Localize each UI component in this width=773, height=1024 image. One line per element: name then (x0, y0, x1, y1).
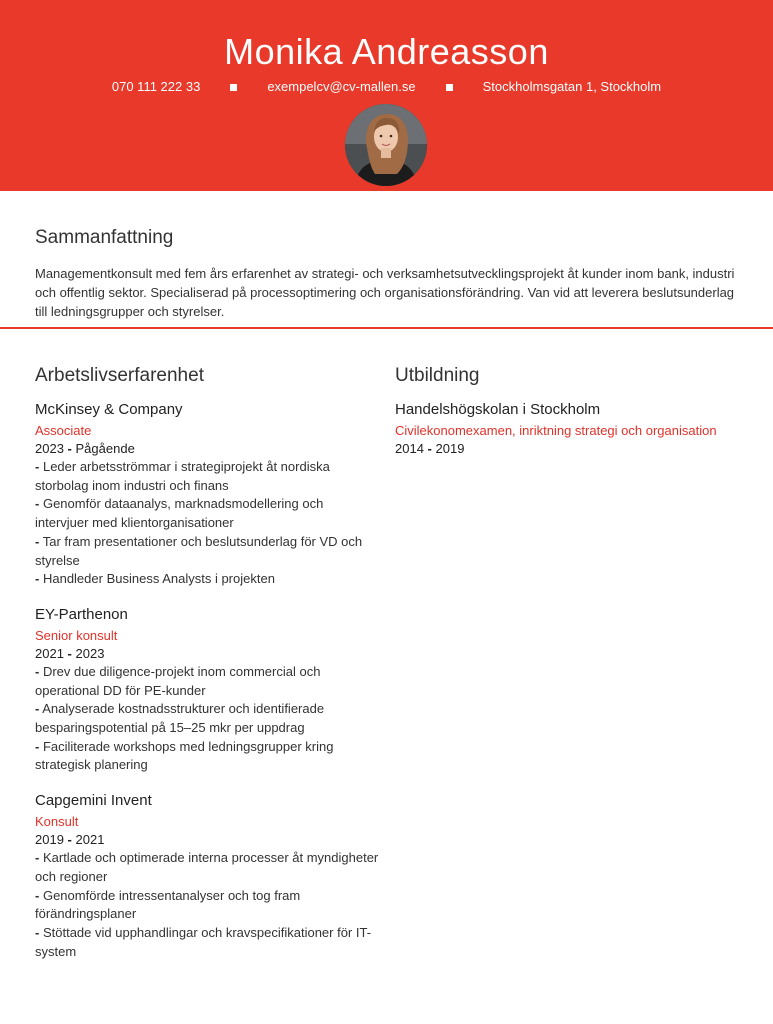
job-duties (35, 458, 380, 589)
email-address: exempelcv@cv-mallen.se (267, 79, 416, 94)
experience-heading: Arbetslivserfarenhet (35, 365, 204, 386)
job-period: 2021 - 2023 (35, 645, 105, 661)
experience-section (35, 364, 380, 961)
education-section (395, 364, 740, 458)
job-start: 2019 (35, 832, 64, 848)
job-period: 2019 - 2021 (35, 832, 105, 848)
duty-item: - Stöttade vid upphandlingar och kravspecifikationer för IT-system (35, 924, 372, 959)
summary-heading: Sammanfattning (35, 227, 174, 248)
job-title: Konsult (35, 814, 79, 830)
job-duties (35, 663, 380, 775)
separator-square-icon (446, 84, 453, 91)
phone-number: 070 111 222 33 (111, 79, 201, 94)
duty-item: - Leder arbetsströmmar i strategiprojekt åt nordiska storbolag inom industri och finans (35, 459, 330, 493)
job-title: Senior konsult (35, 627, 118, 643)
street-address: Stockholmsgatan 1, Stockholm (482, 79, 662, 94)
company-name: Capgemini Invent (35, 792, 152, 810)
profile-photo (345, 104, 427, 186)
duty-item: - Faciliterade workshops med ledningsgrupper kring strategisk planering (35, 738, 334, 773)
job-end: 2023 (75, 645, 105, 661)
duty-item: - Genomförde intressentanalyser och tog fram förändringsplaner (35, 887, 301, 922)
header-banner (0, 0, 773, 191)
job-entry (35, 791, 380, 961)
job-period: 2023 - Pågående (35, 441, 135, 456)
job-duties (35, 849, 380, 961)
duty-item: - Drev due diligence-projekt inom commercial och operational DD för PE-kunder (35, 663, 321, 698)
job-end: Pågående (75, 441, 135, 456)
separator-square-icon (230, 84, 237, 91)
education-period: 2014 - 2019 (395, 441, 465, 456)
duty-item: - Tar fram presentationer och beslutsunderlag för VD och styrelse (35, 533, 363, 568)
duty-item: - Kartlade och optimerade interna processer åt myndigheter och regioner (35, 850, 379, 884)
contact-info (0, 78, 773, 96)
summary-section (35, 226, 735, 321)
education-entry (395, 400, 740, 458)
duty-item: - Genomför dataanalys, marknadsmodellering och intervjuer med klientorganisationer (35, 496, 324, 531)
education-start: 2014 (395, 441, 424, 456)
job-title: Associate (35, 423, 92, 438)
duty-item: - Handleder Business Analysts i projekten (35, 571, 275, 587)
company-name: McKinsey & Company (35, 401, 183, 418)
duty-item: - Analyserade kostnadsstrukturer och identifierade besparingspotential på 15–25 mkr per uppdrag (35, 701, 325, 736)
education-end: 2019 (435, 441, 465, 456)
degree-name: Civilekonomexamen, inriktning strategi och organisation (395, 423, 717, 438)
education-heading: Utbildning (395, 365, 480, 386)
job-end: 2021 (75, 832, 105, 848)
company-name: EY-Parthenon (35, 605, 128, 623)
portrait-icon (345, 104, 427, 186)
job-entry (35, 400, 380, 589)
job-start: 2021 (35, 645, 64, 661)
school-name: Handelshögskolan i Stockholm (395, 401, 601, 418)
job-start: 2023 (35, 441, 64, 456)
summary-text: Managementkonsult med fem års erfarenhet av strategi- och verksamhetsutvecklingsprojekt åt kunder inom bank, industri och offentlig sektor. Specialiserad på processoptimering och organisationsförändring. Van vid att leverera beslutsunderlag till ledningsgrupper och styrelser. (35, 266, 735, 319)
job-entry (35, 605, 380, 775)
person-name: Monika Andreasson (224, 31, 549, 72)
section-divider (0, 327, 773, 329)
